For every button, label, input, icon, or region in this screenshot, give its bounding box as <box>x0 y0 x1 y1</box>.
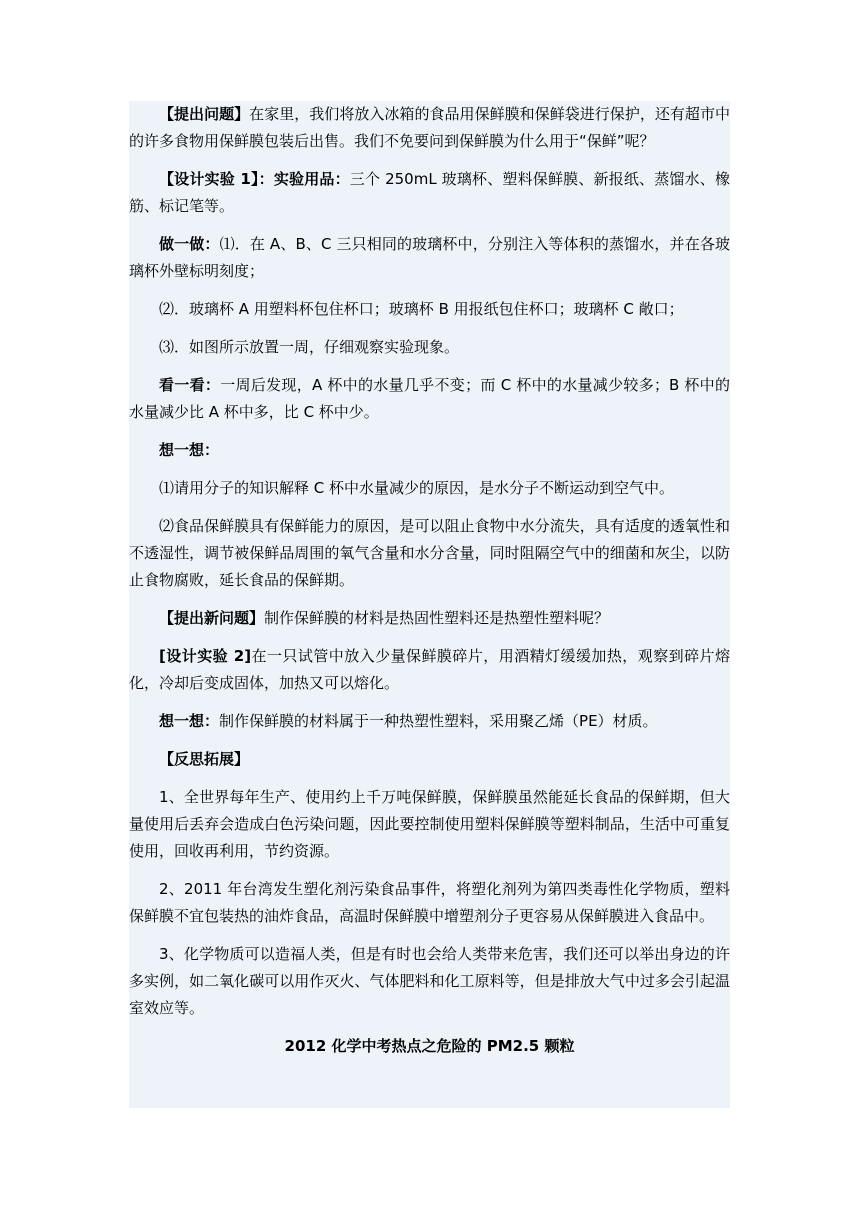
paragraph-text: 制作保鲜膜的材料是热固性塑料还是热塑性塑料呢？ <box>264 609 610 627</box>
paragraph-reflection <box>129 746 730 773</box>
paragraph-heading: 看一看： <box>159 376 221 394</box>
section-title: 2012 化学中考热点之危险的 PM2.5 颗粒 <box>284 1037 575 1055</box>
paragraph-reflection-2 <box>129 876 730 930</box>
paragraph-new-question <box>129 605 730 632</box>
paragraph-heading: 做一做： <box>159 235 220 253</box>
paragraph-do-it <box>129 231 730 285</box>
paragraph-observe <box>129 372 730 426</box>
paragraph-text: 3、化学物质可以造福人类，但是有时也会给人类带来危害，我们还可以举出身边的许多实例，如二氧化碳可以用作灭火、气体肥料和化工原料等，但是排放大气中过多会引起温室效应等。 <box>129 945 730 1017</box>
paragraph-text: 1、全世界每年生产、使用约上千万吨保鲜膜，保鲜膜虽然能延长食品的保鲜期，但大量使用后丢弃会造成白色污染问题，因此要控制使用塑料保鲜膜等塑料制品，生活中可重复使用，回收再利用，节约资源。 <box>129 788 730 860</box>
paragraph-text: ⑴请用分子的知识解释 C 杯中水量减少的原因，是水分子不断运动到空气中。 <box>159 479 675 497</box>
paragraph-experiment-2 <box>129 643 730 697</box>
paragraph-step-2 <box>129 296 730 323</box>
content-panel <box>129 101 730 1108</box>
paragraph-text: 2、2011 年台湾发生塑化剂污染食品事件，将塑化剂列为第四类毒性化学物质，塑料保鲜膜不宜包装热的油炸食品，高温时保鲜膜中增塑剂分子更容易从保鲜膜进入食品中。 <box>129 880 730 925</box>
paragraph-heading: 想一想： <box>159 441 220 459</box>
paragraph-heading: 【提出问题】 <box>159 105 250 123</box>
paragraph-experiment-1 <box>129 166 730 220</box>
paragraph-text: 三个 250mL 玻璃杯、塑料保鲜膜、新报纸、蒸馏水、橡筋、标记笔等。 <box>129 170 730 215</box>
paragraph-think-1 <box>129 475 730 502</box>
paragraph-text: ⑵．玻璃杯 A 用塑料杯包住杯口；玻璃杯 B 用报纸包住杯口；玻璃杯 C 敞口； <box>159 300 684 318</box>
paragraph-heading: 【反思拓展】 <box>159 750 250 768</box>
paragraph-text: 一周后发现，A 杯中的水量几乎不变；而 C 杯中的水量减少较多；B 杯中的水量减少比 A 杯中多，比 C 杯中少。 <box>129 376 730 421</box>
paragraph-text: ⑶．如图所示放置一周，仔细观察实验现象。 <box>159 338 460 356</box>
paragraph-heading: 【提出新问题】 <box>159 609 265 627</box>
article-body <box>129 101 730 1060</box>
paragraph-text: 制作保鲜膜的材料属于一种热塑性塑料，采用聚乙烯（PE）材质。 <box>219 712 658 730</box>
paragraph-text: ⑵食品保鲜膜具有保鲜能力的原因，是可以阻止食物中水分流失，具有适度的透氧性和不透湿性，调节被保鲜品周围的氧气含量和水分含量，同时阻隔空气中的细菌和灰尘，以防止食物腐败，延长食品的保鲜期。 <box>129 517 730 589</box>
paragraph-think <box>129 437 730 464</box>
paragraph-step-3 <box>129 334 730 361</box>
paragraph-question <box>129 101 730 155</box>
paragraph-text: 在家里，我们将放入冰箱的食品用保鲜膜和保鲜袋进行保护，还有超市中的许多食物用保鲜膜包装后出售。我们不免要问到保鲜膜为什么用于“保鲜”呢？ <box>129 105 730 150</box>
paragraph-heading: [设计实验 2] <box>159 647 252 665</box>
paragraph-think-2 <box>129 513 730 594</box>
paragraph-reflection-1 <box>129 784 730 865</box>
paragraph-heading: 想一想： <box>159 712 220 730</box>
paragraph-heading: 【设计实验 1】：实验用品： <box>159 170 350 188</box>
paragraph-text: ⑴．在 A、B、C 三只相同的玻璃杯中，分别注入等体积的蒸馏水，并在各玻璃杯外壁标明刻度； <box>129 235 730 280</box>
paragraph-think-again <box>129 708 730 735</box>
paragraph-reflection-3 <box>129 941 730 1022</box>
paragraph-text: 在一只试管中放入少量保鲜膜碎片，用酒精灯缓缓加热，观察到碎片熔化，冷却后变成固体，加热又可以熔化。 <box>129 647 730 692</box>
